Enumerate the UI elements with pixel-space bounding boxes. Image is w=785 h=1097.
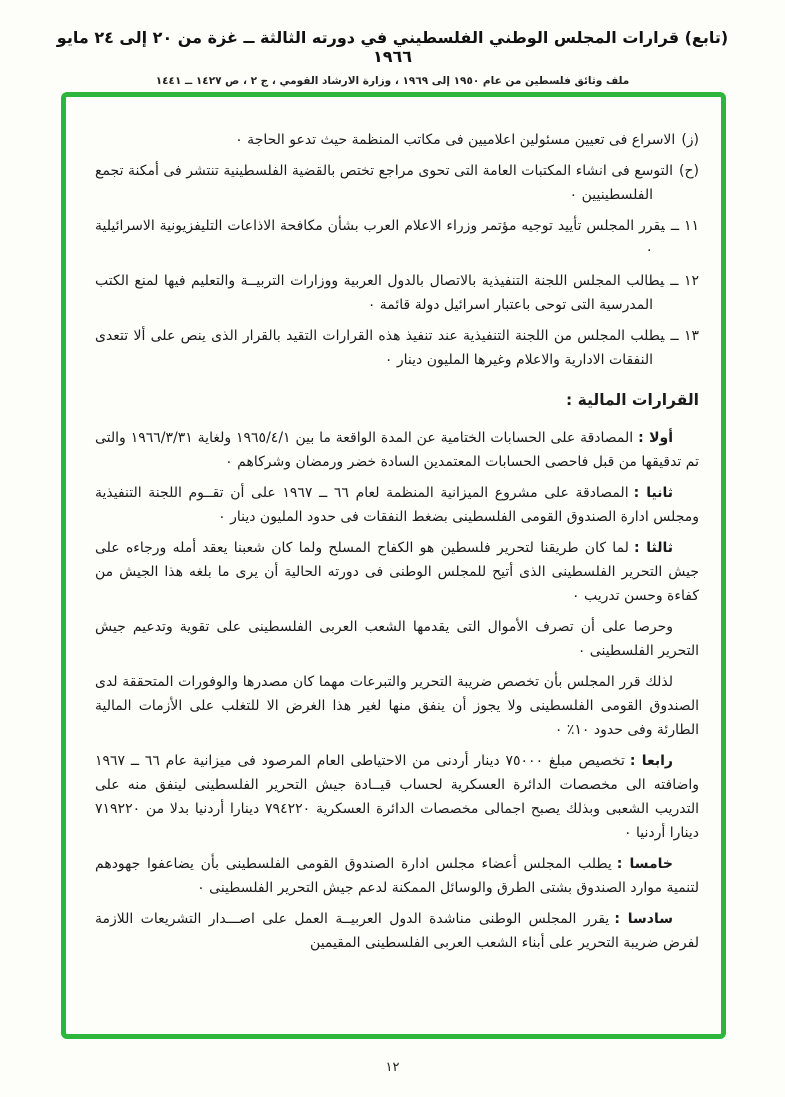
paragraph-text: لذلك قرر المجلس بأن تخصص ضريبة التحرير والتبرعات مهما كان مصدرها والوفورات المتحققة لدى الصندوق القومى الفلسطينى ولا يجوز أن ينفق منها لغير هذا الغرض الا للتغلب على الأزمات المالية الطارئة وفى حدود ١٠٪ ٠ [95,674,699,738]
paragraph-text: وحرصا على أن تصرف الأموال التى يقدمها الشعب العربى الفلسطينى على تقوية وتدعيم جيش التحرير الفلسطينى ٠ [95,619,699,659]
paragraph-lead: رابعا : [629,753,673,769]
paragraph [95,749,699,845]
document-body [95,128,699,962]
source-citation: ملف وثائق فلسطين من عام ١٩٥٠ إلى ١٩٦٩ ، وزارة الارشاد القومي ، ج ٢ ، ص ١٤٢٧ ــ ١٤٤١ [155,75,630,87]
list-item [95,269,699,317]
paragraph-text: المصادقة على الحسابات الختامية عن المدة الواقعة ما بين ١٩٦٥/٤/١ ولغاية ١٩٦٦/٣/٣١ والتى تم تدقيقها من قبل فاحصى الحسابات المعتمدين السادة خضر ورمضان وشركاهم ٠ [95,430,699,470]
list-item [95,214,699,262]
list-item [95,159,699,207]
list-item [95,128,699,152]
paragraph [95,615,699,663]
page-number: ١٢ [385,1060,400,1075]
paragraph-lead: سادسا : [614,911,673,927]
item-text: الاسراع فى تعيين مسئولين اعلاميين فى مكاتب المنظمة حيث تدعو الحاجة ٠ [235,132,676,148]
item-text: يقرر المجلس تأييد توجيه مؤتمر وزراء الاعلام العرب بشأن مكافحة الاذاعات التليفزيونية الاسرائيلية ٠ [95,218,665,258]
item-text: يطلب المجلس من اللجنة التنفيذية عند تنفيذ هذه القرارات التقيد بالقرار الذى ينص على ألا تتعدى النفقات الادارية والاعلام وغيرها المليون دينار ٠ [95,328,665,368]
item-marker: ١٢ ــ [670,273,699,289]
paragraph [95,907,699,955]
page-title: (تابع) قرارات المجلس الوطني الفلسطيني في دورته الثالثة ــ غزة من ٢٠ إلى ٢٤ مايو ١٩٦٦ [56,28,729,66]
item-marker: (ز) [681,132,699,148]
paragraph-text: يطلب المجلس أعضاء مجلس ادارة الصندوق القومى الفلسطينى بأن يضاعفوا جهودهم لتنمية موارد الصندوق بشتى الطرق والوسائل الممكنة لدعم جيش التحرير الفلسطينى ٠ [95,856,699,896]
item-marker: ١٣ ــ [670,328,699,344]
list-item [95,324,699,372]
paragraph [95,852,699,900]
paragraph-lead: ثانيا : [633,485,673,501]
paragraph-lead: خامسا : [616,856,673,872]
paragraph-text: لما كان طريقنا لتحرير فلسطين هو الكفاح المسلح ولما كان شعبنا يعقد أمله ورجاءه على جيش التحرير الفلسطينى الذى أتيح للمجلس الوطنى فى دورته الحالية أن يرى ما بلغه هذا الجيش من كفاءة وحسن تدريب ٠ [95,540,699,604]
paragraph-text: المصادقة على مشروع الميزانية المنظمة لعام ٦٦ ــ ١٩٦٧ على أن تقــوم اللجنة التنفيذية ومجلس ادارة الصندوق القومى الفلسطينى بضغط النفقات فى حدود المليون دينار ٠ [95,485,699,525]
paragraph [95,481,699,529]
item-text: التوسع فى انشاء المكتبات العامة التى تحوى مراجع تختص بالقضية الفلسطينية تنتشر فى أمكنة تجمع الفلسطينيين ٠ [95,163,674,203]
paragraph-text: يقرر المجلس الوطنى مناشدة الدول العربيــة العمل على اصـــدار التشريعات اللازمة لفرض ضريبة التحرير على أبناء الشعب العربى الفلسطينى المقيمين [95,911,699,951]
section-heading: القرارات المالية : [566,391,699,409]
paragraph [95,536,699,608]
paragraph-lead: ثالثا : [633,540,673,556]
item-text: يطالب المجلس اللجنة التنفيذية بالاتصال بالدول العربية ووزارات التربيــة والتعليم فيها لمنع الكتب المدرسية التى توحى باعتبار اسرائيل دولة قائمة ٠ [95,273,665,313]
paragraph-lead: أولا : [638,430,674,446]
item-marker: (ح) [679,163,699,179]
paragraph [95,426,699,474]
paragraph [95,670,699,742]
document-header [40,28,745,87]
item-marker: ١١ ــ [670,218,700,234]
paragraph-text: تخصيص مبلغ ٧٥٠٠٠ دينار أردنى من الاحتياطى العام المرصود فى ميزانية عام ٦٦ ــ ١٩٦٧ واضافته الى مخصصات الدائرة العسكرية لحساب قيــادة جيش التحرير الفلسطينى لينفق منه على التدريب الشعبى وبذلك يصبح اجمالى مخصصات الدائرة العسكرية ٧٩٤٢٢٠ دينارا أردنيا بدلا من ٧١٩٢٢٠ دينارا أردنيا ٠ [95,753,699,841]
